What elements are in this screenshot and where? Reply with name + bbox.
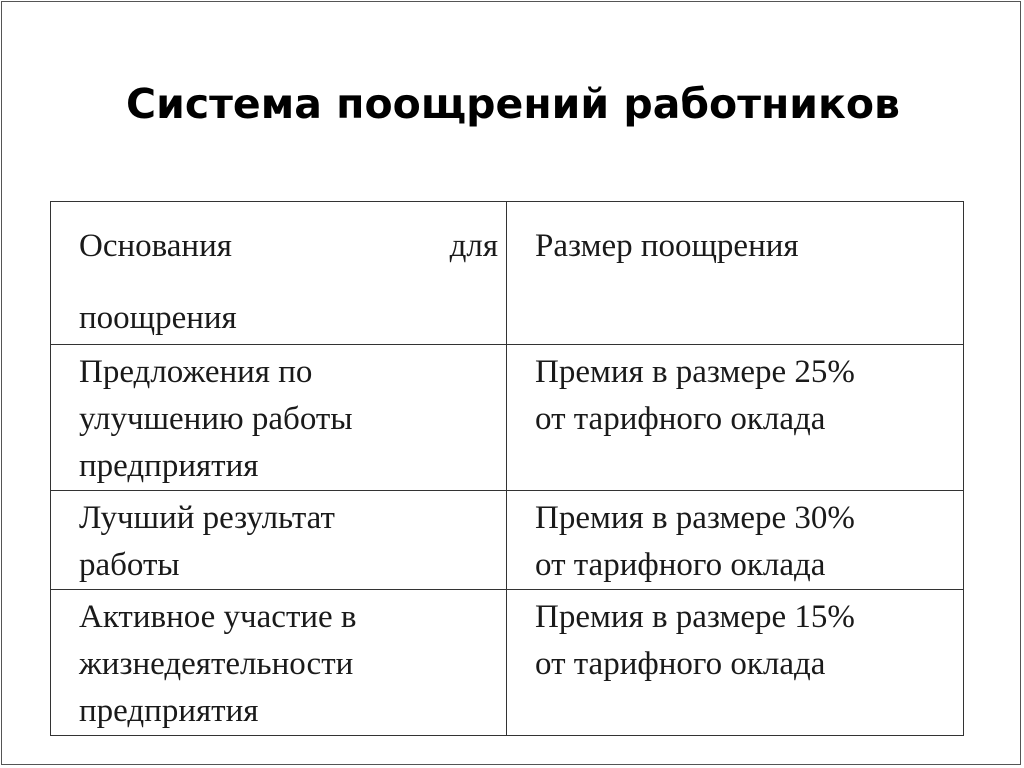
reward-line: от тарифного оклада <box>535 401 826 437</box>
basis-line: предприятия <box>79 693 259 729</box>
reward-line: от тарифного оклада <box>535 547 826 583</box>
header-basis-line2: поощрения <box>79 300 237 336</box>
basis-line: Лучший результат <box>79 500 335 536</box>
reward-line: Премия в размере 25% <box>535 354 855 390</box>
reward-line: Премия в размере 15% <box>535 599 855 635</box>
reward-cell <box>507 345 964 491</box>
basis-cell <box>51 345 507 491</box>
basis-line: улучшению работы <box>79 401 353 437</box>
table-header-row <box>51 202 964 345</box>
basis-cell <box>51 590 507 736</box>
header-reward-text: Размер поощрения <box>535 228 799 264</box>
reward-line: от тарифного оклада <box>535 646 826 682</box>
header-cell-reward <box>507 202 964 345</box>
reward-line: Премия в размере 30% <box>535 500 855 536</box>
basis-line: жизнедеятельности <box>79 646 354 682</box>
basis-line: работы <box>79 547 180 583</box>
header-cell-basis <box>51 202 507 345</box>
table-row <box>51 491 964 590</box>
reward-cell <box>507 491 964 590</box>
reward-table <box>50 201 964 736</box>
table-row <box>51 345 964 491</box>
basis-cell <box>51 491 507 590</box>
reward-cell <box>507 590 964 736</box>
basis-line: Активное участие в <box>79 599 357 635</box>
page-title: Система поощрений работников <box>126 80 900 128</box>
header-basis-word1: Основания <box>79 228 232 264</box>
header-basis-word2: для <box>449 228 498 264</box>
basis-line: предприятия <box>79 448 259 484</box>
table-row <box>51 590 964 736</box>
basis-line: Предложения по <box>79 354 313 390</box>
slide <box>1 1 1021 765</box>
